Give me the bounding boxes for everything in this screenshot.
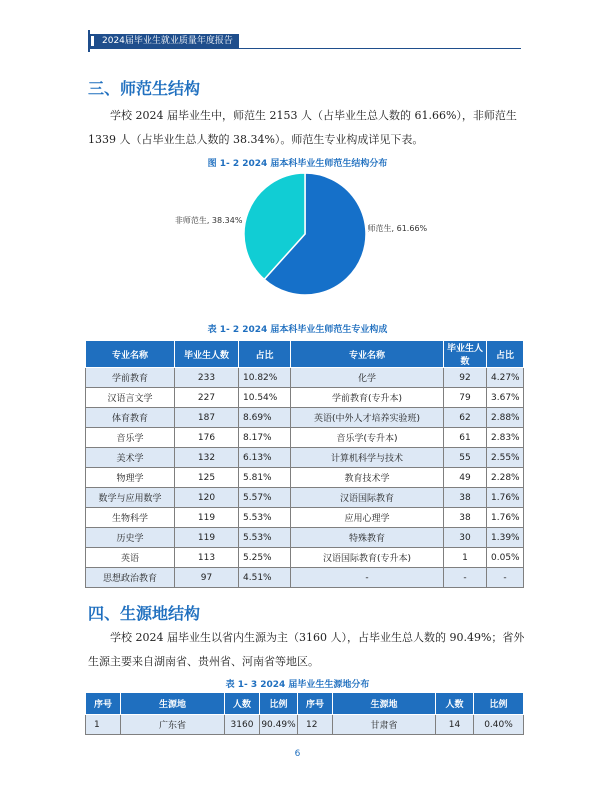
table-cell: 30 bbox=[444, 528, 487, 548]
table-cell: 生物科学 bbox=[86, 508, 175, 528]
table-cell: 79 bbox=[444, 388, 487, 408]
teacher-structure-pie-chart bbox=[0, 168, 595, 308]
table-cell: 广东省 bbox=[121, 715, 225, 735]
table-cell: 14 bbox=[436, 715, 474, 735]
table-cell: 2.88% bbox=[487, 408, 524, 428]
table-cell: 汉语言文学 bbox=[86, 388, 175, 408]
table-cell: 1 bbox=[444, 548, 487, 568]
column-header: 专业名称 bbox=[86, 341, 175, 368]
student-origin-table bbox=[85, 692, 524, 735]
table-row bbox=[86, 368, 524, 388]
table-cell: - bbox=[444, 568, 487, 588]
header-rule bbox=[88, 48, 521, 49]
figure-caption: 图 1- 2 2024 届本科毕业生师范生结构分布 bbox=[207, 159, 388, 169]
header-title: 2024届毕业生就业质量年度报告 bbox=[88, 34, 239, 48]
table-row bbox=[86, 508, 524, 528]
table-row bbox=[86, 448, 524, 468]
table-cell: 8.17% bbox=[239, 428, 291, 448]
table-cell: 10.54% bbox=[239, 388, 291, 408]
column-header: 生源地 bbox=[121, 693, 225, 715]
table-row bbox=[86, 548, 524, 568]
pie-label-teacher: 师范生, 61.66% bbox=[367, 223, 428, 233]
table-cell: 10.82% bbox=[239, 368, 291, 388]
table-row bbox=[86, 468, 524, 488]
page-number: 6 bbox=[294, 749, 301, 759]
column-header: 序号 bbox=[86, 693, 121, 715]
table-cell: 5.53% bbox=[239, 528, 291, 548]
table-cell: 0.40% bbox=[474, 715, 524, 735]
table-cell: 233 bbox=[175, 368, 239, 388]
section-paragraph-teacher-structure: 学校 2024 届毕业生中，师范生 2153 人（占毕业生总人数的 61.66%），非师范生 1339 人（占毕业生总人数的 38.34%）。师范生专业构成详见下表。 bbox=[88, 109, 517, 146]
table-cell: 学前教育(专升本) bbox=[291, 388, 444, 408]
table-row bbox=[86, 568, 524, 588]
table-cell: 119 bbox=[175, 528, 239, 548]
column-header: 专业名称 bbox=[291, 341, 444, 368]
table-cell: 体育教育 bbox=[86, 408, 175, 428]
pie-label-non-teacher: 非师范生, 38.34% bbox=[174, 216, 243, 226]
table-row bbox=[86, 715, 524, 735]
table-cell: 6.13% bbox=[239, 448, 291, 468]
section-heading-origin-structure: 四、生源地结构 bbox=[88, 604, 201, 623]
column-header: 序号 bbox=[298, 693, 333, 715]
report-header bbox=[88, 34, 521, 50]
table-cell: 97 bbox=[175, 568, 239, 588]
table-row bbox=[86, 388, 524, 408]
table2-caption: 表 1- 3 2024 届毕业生生源地分布 bbox=[225, 680, 370, 690]
table-cell: 1.39% bbox=[487, 528, 524, 548]
table-cell: 55 bbox=[444, 448, 487, 468]
table-cell: 49 bbox=[444, 468, 487, 488]
table-cell: 5.53% bbox=[239, 508, 291, 528]
table-cell: 119 bbox=[175, 508, 239, 528]
table-cell: - bbox=[291, 568, 444, 588]
table-cell: 5.57% bbox=[239, 488, 291, 508]
table-cell: 3.67% bbox=[487, 388, 524, 408]
table-cell: 数学与应用数学 bbox=[86, 488, 175, 508]
table-cell: 教育技术学 bbox=[291, 468, 444, 488]
table-cell: 计算机科学与技术 bbox=[291, 448, 444, 468]
table-row bbox=[86, 428, 524, 448]
table-cell: 0.05% bbox=[487, 548, 524, 568]
table-cell: 1 bbox=[86, 715, 121, 735]
table-cell: 227 bbox=[175, 388, 239, 408]
column-header: 人数 bbox=[225, 693, 260, 715]
column-header: 毕业生人数 bbox=[444, 341, 487, 368]
table-row bbox=[86, 528, 524, 548]
table-cell: 113 bbox=[175, 548, 239, 568]
table-cell: 1.76% bbox=[487, 488, 524, 508]
table-cell: 化学 bbox=[291, 368, 444, 388]
table-cell: 38 bbox=[444, 488, 487, 508]
table-cell: 132 bbox=[175, 448, 239, 468]
table-cell: 英语(中外人才培养实验班) bbox=[291, 408, 444, 428]
table-cell: 2.55% bbox=[487, 448, 524, 468]
column-header: 生源地 bbox=[333, 693, 436, 715]
table-row bbox=[86, 408, 524, 428]
table-cell: 2.83% bbox=[487, 428, 524, 448]
column-header: 占比 bbox=[239, 341, 291, 368]
table-cell: 应用心理学 bbox=[291, 508, 444, 528]
table-cell: 英语 bbox=[86, 548, 175, 568]
table-cell: 5.25% bbox=[239, 548, 291, 568]
table-cell: 92 bbox=[444, 368, 487, 388]
table-cell: 2.28% bbox=[487, 468, 524, 488]
table-cell: 125 bbox=[175, 468, 239, 488]
table-cell: 4.51% bbox=[239, 568, 291, 588]
table-cell: 61 bbox=[444, 428, 487, 448]
table-cell: 学前教育 bbox=[86, 368, 175, 388]
table-cell: 62 bbox=[444, 408, 487, 428]
table-cell: 8.69% bbox=[239, 408, 291, 428]
table-cell: 187 bbox=[175, 408, 239, 428]
table-cell: 甘肃省 bbox=[333, 715, 436, 735]
table-cell: 音乐学(专升本) bbox=[291, 428, 444, 448]
table-cell: 4.27% bbox=[487, 368, 524, 388]
table-cell: 120 bbox=[175, 488, 239, 508]
column-header: 比例 bbox=[474, 693, 524, 715]
table-cell: 汉语国际教育 bbox=[291, 488, 444, 508]
table-cell: 176 bbox=[175, 428, 239, 448]
table-cell: 38 bbox=[444, 508, 487, 528]
column-header: 人数 bbox=[436, 693, 474, 715]
table-cell: 特殊教育 bbox=[291, 528, 444, 548]
table-cell: 90.49% bbox=[260, 715, 298, 735]
table-cell: 汉语国际教育(专升本) bbox=[291, 548, 444, 568]
table-cell: 1.76% bbox=[487, 508, 524, 528]
column-header: 毕业生人数 bbox=[175, 341, 239, 368]
column-header: 比例 bbox=[260, 693, 298, 715]
section-heading-teacher-structure: 三、师范生结构 bbox=[88, 79, 201, 98]
column-header: 占比 bbox=[487, 341, 524, 368]
table-cell: 3160 bbox=[225, 715, 260, 735]
section-paragraph-origin-structure: 学校 2024 届毕业生以省内生源为主（3160 人），占毕业生总人数的 90.49%；省外生源主要来自湖南省、贵州省、河南省等地区。 bbox=[88, 631, 525, 668]
table-cell: 物理学 bbox=[86, 468, 175, 488]
table-cell: 5.81% bbox=[239, 468, 291, 488]
table-cell: 12 bbox=[298, 715, 333, 735]
table-cell: 音乐学 bbox=[86, 428, 175, 448]
table-cell: 美术学 bbox=[86, 448, 175, 468]
table-cell: 历史学 bbox=[86, 528, 175, 548]
teacher-major-table bbox=[85, 340, 524, 588]
table-row bbox=[86, 488, 524, 508]
table-cell: - bbox=[487, 568, 524, 588]
table-cell: 思想政治教育 bbox=[86, 568, 175, 588]
table1-caption: 表 1- 2 2024 届本科毕业生师范生专业构成 bbox=[207, 325, 388, 335]
